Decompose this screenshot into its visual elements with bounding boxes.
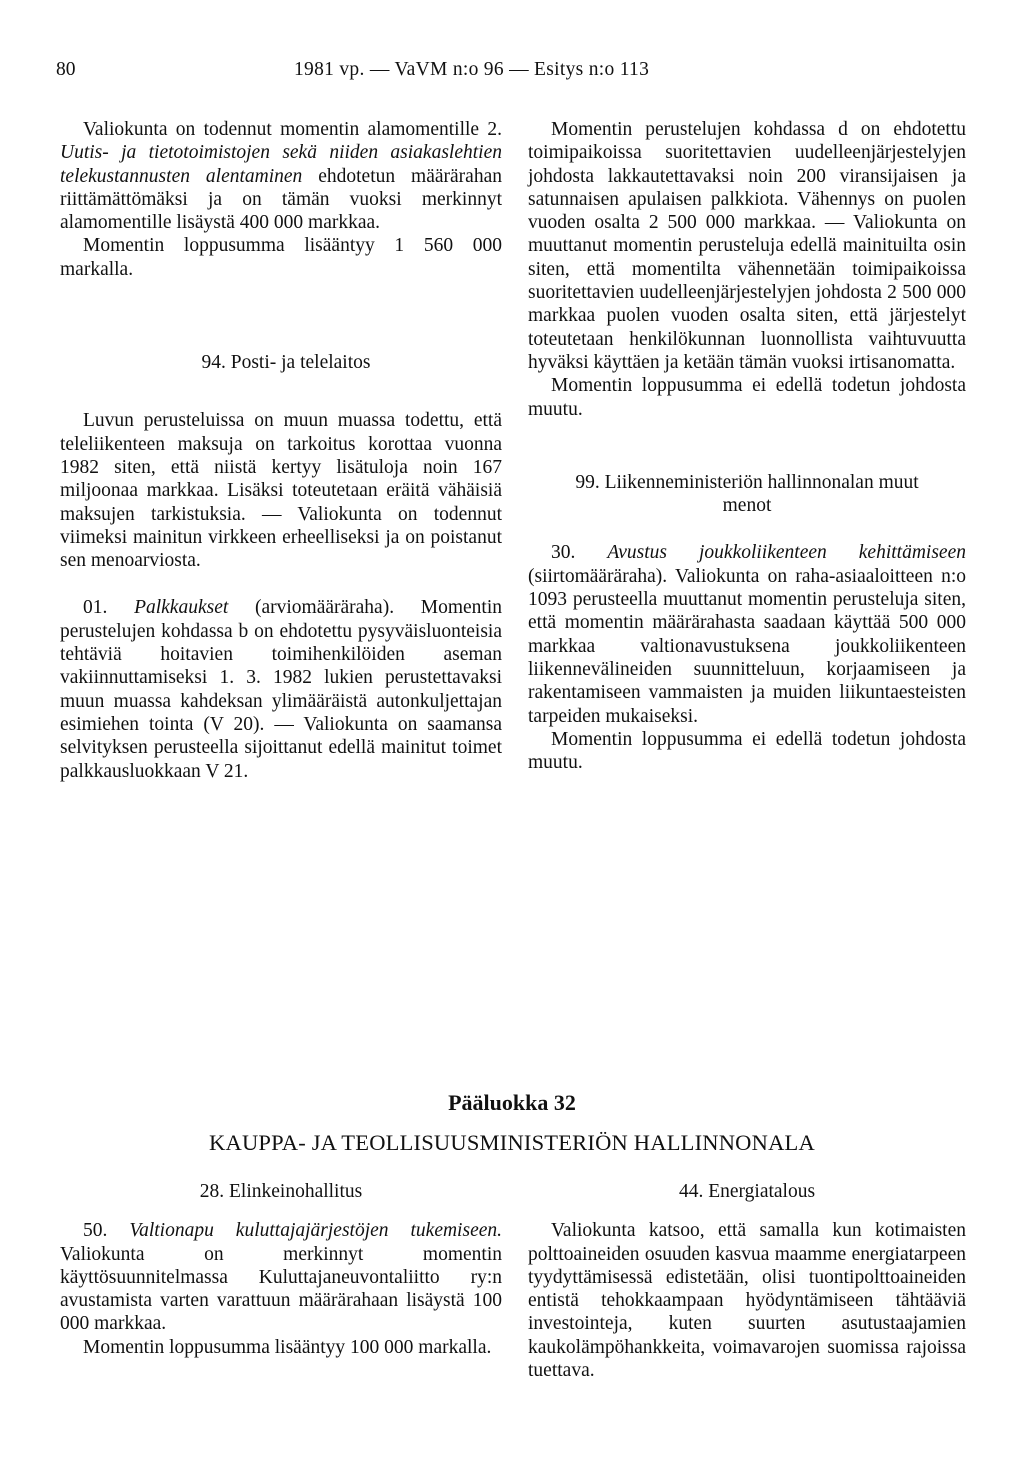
paragraph: 30. Avustus joukkoliikenteen kehittämiseen (siirtomääräraha). Valiokunta on raha-asiaaloitteen n:o 1093 perusteella muuttanut momentin perusteluja siten, että momentin määrärahasta saadaan käyttää 500 000 markkaa valtionavustuksena joukkoliikenteen liikennevälineiden suunnitteluun, korjaamiseen ja rakentamiseen vammaisten ja muiden liikuntaesteisten tarpeiden mukaiseksi. <box>528 542 966 727</box>
running-title: 1981 vp. — VaVM n:o 96 — Esitys n:o 113 <box>294 59 650 80</box>
paragraph: 01. Palkkaukset (arviomääräraha). Momentin perustelujen kohdassa b on ehdotettu pysyväisluonteisia tehtäviä hoitavien toimihenkilöiden aseman vakiinnuttamiseksi 1. 3. 1982 lukien perustettavaksi muun muassa kahdeksan ylimääräistä autonkuljettajan esimiehen tointa (V 20). — Valiokunta on saamansa selvityksen perusteella sijoittanut edellä mainitut toimet palkkausluokkaan V 21. <box>60 597 503 782</box>
paragraph: 50. Valtionapu kuluttajajärjestöjen tukemiseen. Valiokunta on merkinnyt momentin käyttösuunnitelmassa Kuluttajaneuvontaliitto ry:n avustamista varten varattuun määrärahaan lisäystä 100 000 markkaa. <box>60 1220 502 1335</box>
paragraph: Momentin perustelujen kohdassa d on ehdotettu toimipaikoissa suoritettavien uudelleenjärjestelyjen johdosta lakkautettavaksi noin 200 viransijaisen ja satunnaisen apulaisen palkkiota. Vähennys on puolen vuoden osalta 2 500 000 markkaa. — Valiokunta on muuttanut momentin perusteluja edellä mainituilta osin siten, että momentilta vähennetään toimipaikoissa suoritettavien uudelleenjärjestelyjen johdosta 2 500 000 markkaa puolen vuoden osalta siten, että järjestelyt toteutetaan henkilökunnan luonnollista vaihtuvuutta hyväksi käyttäen ja ketään tämän vuoksi irtisanomatta. <box>528 119 966 373</box>
paragraph: Momentin loppusumma lisääntyy 1 560 000 markalla. <box>60 235 502 280</box>
right-column <box>528 118 966 774</box>
lower-right-column <box>528 1180 966 1382</box>
main-class-subtitle: KAUPPA- JA TEOLLISUUSMINISTERIÖN HALLINNONALA <box>209 1130 815 1155</box>
section-heading-94: 94. Posti- ja telelaitos <box>201 352 371 374</box>
left-column <box>60 118 502 783</box>
paragraph: Luvun perusteluissa on muun muassa todettu, että teleliikenteen maksuja on tarkoitus korottaa vuonna 1982 siten, että niistä kertyy lisätuloja noin 167 miljoonaa markkaa. Lisäksi toteutetaan eräitä vähäisiä maksujen tarkistuksia. — Valiokunta on todennut viimeksi mainitun virkkeen erheelliseksi ja on poistanut sen menoarviosta. <box>60 410 502 572</box>
paragraph: Valiokunta katsoo, että samalla kun kotimaisten polttoaineiden osuuden kasvua maamme energiatarpeen tyydyttämisessä edistetään, olisi tuontipolttoaineiden entistä tehokkaampaan hyödyntämiseen tähtääviä investointeja, kuten suurten asutustaajamien kaukolämpöhankkeita, voimavarojen suomissa rajoissa tuettava. <box>528 1220 966 1382</box>
section-heading-28: 28. Elinkeinohallitus <box>199 1181 363 1202</box>
paragraph: Momentin loppusumma ei edellä todetun johdosta muutu. <box>528 728 966 774</box>
lower-left-column <box>60 1180 502 1359</box>
section-heading-44: 44. Energiatalous <box>678 1181 816 1202</box>
page-number: 80 <box>56 59 76 80</box>
main-class-title: Pääluokka 32 <box>448 1090 576 1115</box>
paragraph: Momentin loppusumma ei edellä todetun johdosta muutu. <box>528 375 966 420</box>
paragraph: Momentin loppusumma lisääntyy 100 000 markalla. <box>83 1336 492 1358</box>
section-heading-99: 99. Liikenneministeriön hallinnonalan muut menot <box>575 471 919 517</box>
paragraph: Valiokunta on todennut momentin alamomentille 2. Uutis- ja tietotoimistojen sekä niiden asiakaslehtien telekustannusten alentaminen ehdotetun määrärahan riittämättömäksi ja on tämän vuoksi merkinnyt alamomentille lisäystä 400 000 markkaa. <box>60 119 502 234</box>
